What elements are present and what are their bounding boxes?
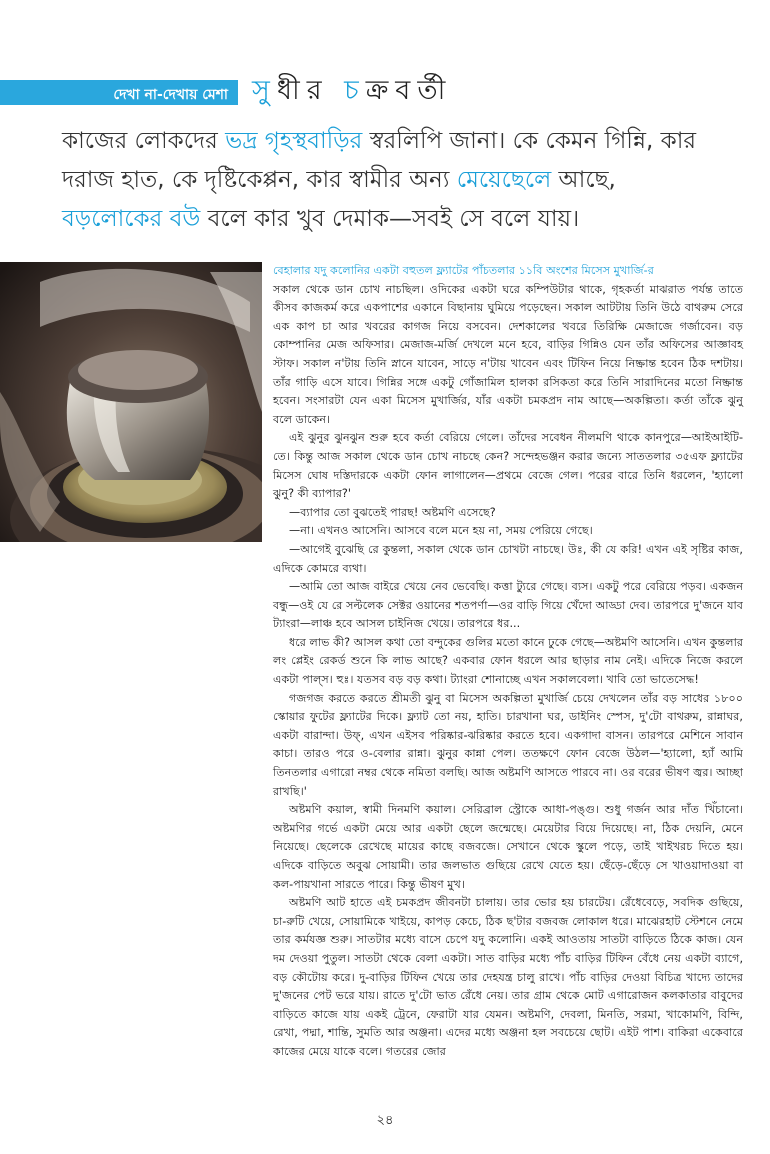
article-body [273, 262, 743, 1062]
paragraph-6: —আমি তো আজ বাইরে খেয়ে নেব ভেবেছি। কত্তা ট্যুরে গেছে। ব্যস। একটু পরে বেরিয়ে পড়ব। একজন বন্ধু—ওই যে রে সল্টলেক সেক্টর ওয়ানের শতপর্ণা—ওর বাড়ি গিয়ে খেঁদো আড্ডা দেব। তারপরে দু'জনে যাব ট্যাংরা—লাঞ্চ হবে আসল চাইনিজ খেয়ে। তারপরে ধর... [273, 580, 743, 631]
deck-text-2: স্বরলিপি জানা। কে কেমন গিন্নি, কার দরাজ হাত, কে দৃষ্টিকেপ্পন, কার স্বামীর অন্য [62, 128, 697, 193]
section-label: দেখা না-দেখায় মেশা [113, 87, 228, 103]
paragraph-9: অষ্টমণি কয়াল, স্বামী দিনমণি কয়াল। সেরিব্রাল স্ট্রোকে আধা-পঙ্গু। শুধু গর্জন আর দাঁত খিঁচানো। অষ্টমণির গর্ভে একটা মেয়ে আর একটা ছেলে জন্মেছে। মেয়েটার বিয়ে দিয়েছে। না, ঠিক দেয়নি, মেনে নিয়েছে। ছেলেকে রেখেছে মায়ের কাছে বজবজে। সেখানে থেকে স্কুলে পড়ে, তাই খাইখরচ দিতে হয়। এদিকে বাড়িতে অবুঝ সোয়ামী। তার জলভাত গুছিয়ে রেখে যেতে হয়। ছেঁড়ে-ছেঁড়ে সে খাওয়াদাওয়া বা কল-পায়খানা সারতে পারে। কিন্তু ভীষণ মুখ। [273, 803, 743, 891]
article-photo [0, 262, 262, 542]
deck-highlight-2: মেয়েছেলে [456, 167, 552, 193]
page-number: ২৪ [376, 1113, 394, 1128]
article-lead: বেহালার যদু কলোনির একটা বহুতল ফ্ল্যাটের পাঁচতলার ১১বি অংশের মিসেস মুখার্জি-র [273, 264, 654, 277]
deck-text-3: আছে, [551, 167, 616, 193]
paragraph-10: অষ্টমণি আট হাতে এই চমকপ্রদ জীবনটা চালায়। তার ভোর হয় চারটেয়। রেঁধেবেড়ে, সবদিক গুছিয়ে, চা-রুটি খেয়ে, সোয়ামিকে খাইয়ে, কাপড় কেচে, ঠিক ছ'টার বজবজ লোকাল ধরে। মাঝেরহাট স্টেশনে নেমে তার কর্মযজ্ঞ শুরু। সাতটার মধ্যে বাসে চেপে যদু কলোনি। একই আওতায় সাতটা বাড়িতে ঠিকে কাজ। যেন দম দেওয়া পুতুল। সাতটা থেকে বেলা একটা। সাত বাড়ির মধ্যে পাঁচ বাড়ির টিফিন বেঁধে নেয় একটা ব্যাগে, বড় কৌটোয় করে। দু-বাড়ির টিফিন খেয়ে তার দেহযন্ত্র চালু রাখে। পাঁচ বাড়ির দেওয়া বিচিত্র খাদ্যে তাদের দু'জনের পেট ভরে যায়। রাতে দু'টো ভাত রেঁধে নেয়। তার গ্রাম থেকে মোট এগারোজন কলকাতার বাবুদের বাড়িতে কাজে যায় একই ট্রেনে, ফেরাটা যার যেমন। অষ্টমণি, দেবলা, মিনতি, সরমা, খাকোমণি, বিন্দি, রেখা, পদ্মা, শান্তি, সুমতি আর অঞ্জনা। এদের মধ্যে অঞ্জনা হল সবচেয়ে ছোট। এইট পাশ। বাকিরা একেবারে কাজের মেয়ে যাকে বলে। গতরের জোর [273, 896, 743, 1058]
author-first-rest: ধীর [276, 75, 345, 106]
paragraph-4: —না। এখনও আসেনি। আসবে বলে মনে হয় না, সময় পেরিয়ে গেছে। [289, 524, 593, 538]
author-initial-first: সু [252, 75, 277, 106]
section-banner [0, 80, 238, 105]
paragraph-3: —ব্যাপার তো বুঝতেই পারছ! অষ্টমণি এসেছে? [289, 505, 496, 519]
author-initial-last: চ [344, 75, 366, 106]
paragraph-1: সকাল থেকে ডান চোখ নাচছিল। ওদিকের একটা ঘরে কম্পিউটার থাকে, গৃহকর্তা মাঝরাত পর্যন্ত তাতে কীসব কাজকর্ম করে একপাশের একানে বিছানায় ঘুমিয়ে পড়েছেন। সকাল আটটায় তিনি উঠে বাথরুম সেরে এক কাপ চা আর খবরের কাগজ নিয়ে বসবেন। দেশকালের খবরে তিরিক্ষি মেজাজে গর্জাবেন। বড় কোম্পানির মেজ অফিসার। মেজাজ-মর্জি দেখলে মনে হবে, বাড়ির গিন্নিও যেন তাঁর অফিসের আজ্ঞাবহ স্টাফ। সকাল ন'টায় তিনি স্নানে যাবেন, সাড়ে ন'টায় খাবেন এবং টিফিন নিয়ে নিষ্ক্রান্ত হবেন ঠিক দশটায়। তাঁর গাড়ি এসে যাবে। গিন্নির সঙ্গে একটু গোঁজামিল হালকা রসিকতা করে তিনি সারাদিনের মতো নিষ্ক্রান্ত হবেন। সংসারটা যেন একা মিসেস মুখার্জির, যাঁর একটা চমকপ্রদ নাম আছে—অকল্পিতা। কর্তা তাঁকে ঝুনু বলে ডাকেন। [273, 282, 743, 426]
author-last-rest: ক্রবর্তী [365, 75, 453, 106]
deck-text-1: কাজের লোকদের [62, 128, 226, 154]
deck-highlight-1: ভদ্র গৃহস্থবাড়ির [225, 128, 363, 154]
deck-quote [62, 122, 722, 239]
deck-text-4: বলে কার খুব দেমাক—সবই সে বলে যায়। [200, 206, 580, 232]
paragraph-2: এই ঝুনুর ঝুনঝুন শুরু হবে কর্তা বেরিয়ে গেলে। তাঁদের সবেধন নীলমণি থাকে কানপুরে—আইআইটি-তে। কিন্তু আজ সকাল থেকে ডান চোখ নাচছে কেন? সন্দেহভঞ্জন করার জন্যে সাততলার ৩৫এফ ফ্ল্যাটের মিসেস ঘোষ দস্তিদারকে একটা ফোন লাগালেন—প্রথমে বেজে গেল। পরের বারে তিনি ধরলেন, 'হ্যালো ঝুনু? কী ব্যাপার?' [273, 431, 743, 501]
paragraph-7: ধরে লাভ কী? আসল কথা তো বন্দুকের গুলির মতো কানে ঢুকে গেছে—অষ্টমণি আসেনি। এখন কুন্তলার লং প্লেইং রেকর্ড শুনে কি লাভ আছে? একবার ফোন ধরলে আর ছাড়ার নাম নেই। এদিকে নিজে করলে একটা পাল্স। হুঃ। যতসব বড় বড় কথা। ট্যাংরা শোনাচ্ছে এখন সকালবেলা। খাবি তো ভাতেসেদ্ধ! [273, 635, 743, 687]
photo-illustration [0, 262, 262, 542]
paragraph-5: —আগেই বুঝেছি রে কুন্তলা, সকাল থেকে ডান চোখটা নাচছে। উঃ, কী যে করি! এখন এই সৃষ্টির কাজ, এদিকে কোমরে ব্যথা। [273, 542, 743, 575]
deck-highlight-3: বড়লোকের বউ [62, 206, 201, 232]
author-byline [252, 70, 452, 115]
paragraph-8: গজগজ করতে করতে শ্রীমতী ঝুনু বা মিসেস অকল্পিতা মুখার্জি চেয়ে দেখলেন তাঁর বড় সাধের ১৮০০ স্কোয়ার ফুটের ফ্ল্যাটের দিকে। ফ্ল্যাট তো নয়, হাতি। চারখানা ঘর, ডাইনিং স্পেস, দু'টো বাথরুম, রান্নাঘর, একটা বারান্দা। উফ্, এখন এইসব পরিষ্কার-ঝরিষ্কার করতে হবে। একগাদা বাসন। তারপরে মেশিনে সাবান কাচা। তারও পরে ও-বেলার রান্না। ঝুনুর কান্না পেল। ততক্ষণে ফোন বেজে উঠল—'হ্যালো, হ্যাঁ আমি তিনতলার এগারো নম্বর থেকে নমিতা বলছি। আজ অষ্টমণি আসতে পারবে না। ওর বরের ভীষণ জ্বর। আচ্ছা রাখছি।' [273, 691, 743, 798]
